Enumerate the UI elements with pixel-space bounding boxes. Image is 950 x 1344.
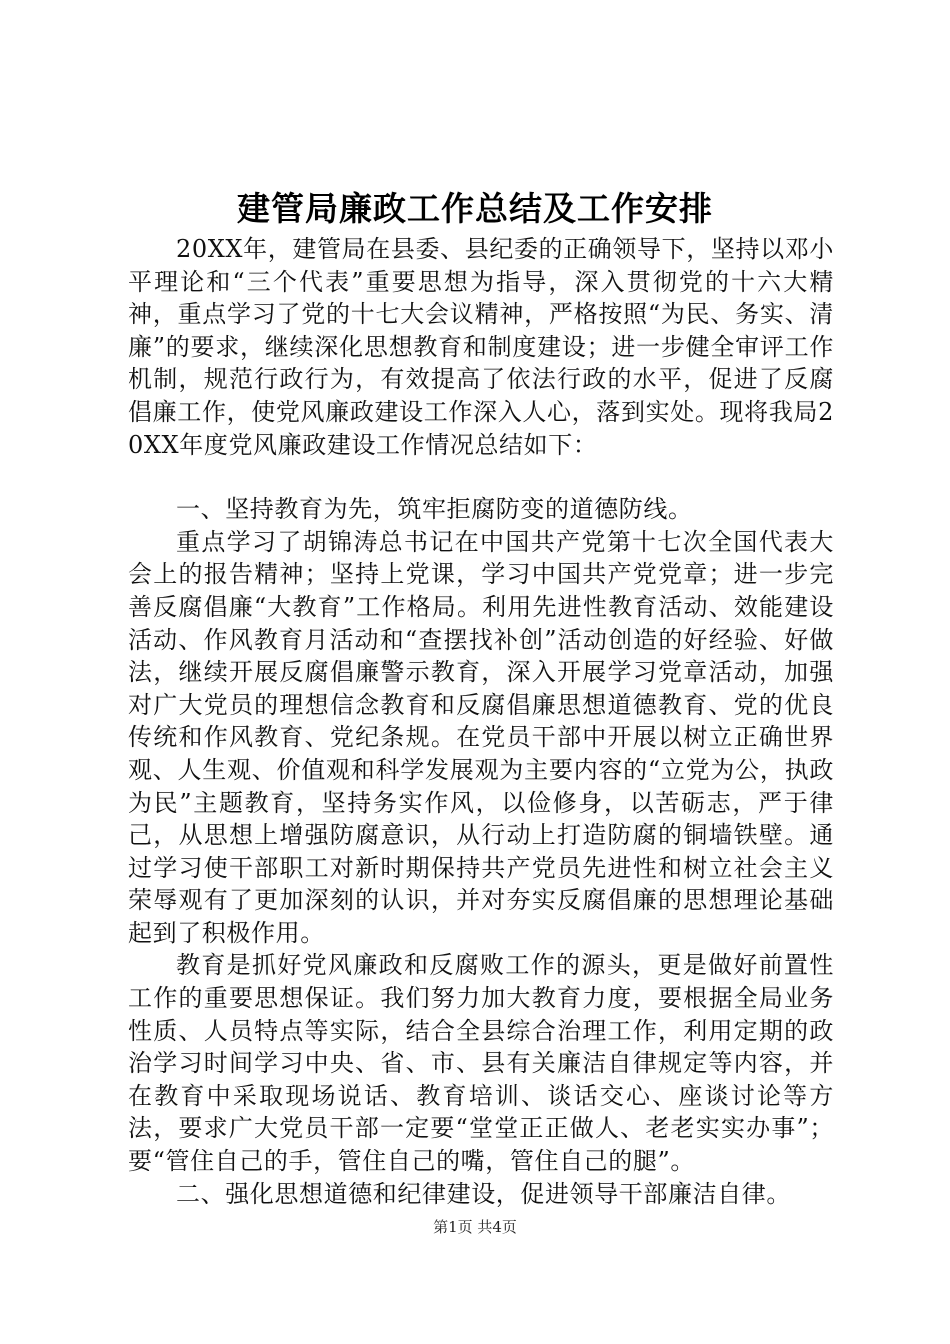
section1-paragraph-2: 教育是抓好党风廉政和反腐败工作的源头，更是做好前置性工作的重要思想保证。我们努力加大教育力度，要根据全局业务性质、人员特点等实际，结合全县综合治理工作，利用定期的政治学习时间学习中央、省、市、县有关廉洁自律规定等内容，并在教育中采取现场说话、教育培训、谈话交心、座谈讨论等方法，要求广大党员干部一定要“堂堂正正做人、老老实实办事”；要“管住自己的手，管住自己的嘴，管住自己的腿”。	[128, 951, 834, 1176]
page-title: 建管局廉政工作总结及工作安排	[237, 189, 713, 228]
section-heading-2: 二、强化思想道德和纪律建设，促进领导干部廉洁自律。	[176, 1179, 791, 1208]
paragraph-spacer	[128, 461, 834, 493]
section1-paragraph-1: 重点学习了胡锦涛总书记在中国共产党第十七次全国代表大会上的报告精神；坚持上党课，学习中国共产党党章；进一步完善反腐倡廉“大教育”工作格局。利用先进性教育活动、效能建设活动、作风教育月活动和“查摆找补创”活动创造的好经验、好做法，继续开展反腐倡廉警示教育，深入开展学习党章活动，加强对广大党员的理想信念教育和反腐倡廉思想道德教育、党的优良传统和作风教育、党纪条规。在党员干部中开展以树立正确世界观、人生观、价值观和科学发展观为主要内容的“立党为公，执政为民”主题教育，坚持务实作风，以俭修身，以苦砺志，严于律己，从思想上增强防腐意识，从行动上打造防腐的铜墙铁壁。通过学习使干部职工对新时期保持共产党员先进性和树立社会主义荣辱观有了更加深刻的认识，并对夯实反腐倡廉的思想理论基础起到了积极作用。	[128, 527, 834, 947]
document-body	[128, 233, 834, 1210]
page-number-footer: 第1页 共4页	[433, 1218, 517, 1236]
intro-paragraph: 20XX年，建管局在县委、县纪委的正确领导下，坚持以邓小平理论和“三个代表”重要思想为指导，深入贯彻党的十六大精神，重点学习了党的十七大会议精神，严格按照“为民、务实、清廉”的要求，继续深化思想教育和制度建设；进一步健全审评工作机制，规范行政行为，有效提高了依法行政的水平，促进了反腐倡廉工作，使党风廉政建设工作深入人心，落到实处。现将我局20XX年度党风廉政建设工作情况总结如下：	[128, 235, 834, 459]
section-heading-1: 一、坚持教育为先，筑牢拒腐防变的道德防线。	[176, 495, 693, 524]
